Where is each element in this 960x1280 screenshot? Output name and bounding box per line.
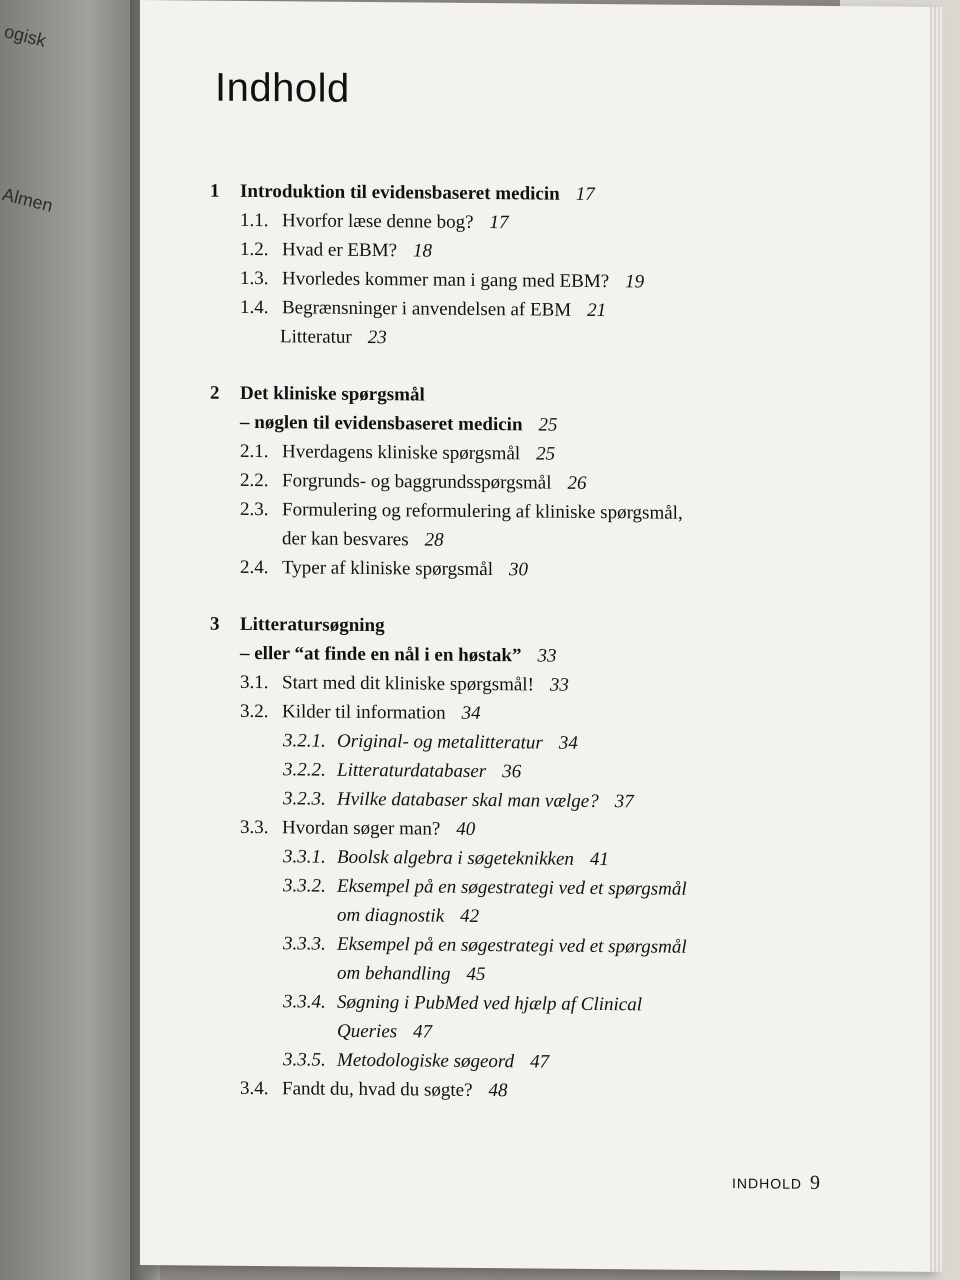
section-number: 3.2. (240, 700, 269, 723)
page-number: 9 (810, 1171, 821, 1194)
literature-label: Litteratur (280, 326, 352, 348)
page-reference: 23 (367, 326, 387, 349)
section-title: Hvorfor læse denne bog? (282, 210, 474, 233)
left-page-fragment: Almen (0, 184, 55, 216)
section-title: Søgning i PubMed ved hjælp af Clinical (337, 991, 643, 1016)
toc-entry (210, 987, 870, 1051)
running-head: INDHOLD (732, 1175, 803, 1192)
section-number: 3.2.2. (283, 759, 326, 781)
section-number: 3.2.1. (283, 730, 326, 752)
chapter-title: Litteratursøgning (240, 613, 385, 637)
section-title: Formulering og reformulering af kliniske spørgsmål, (282, 499, 683, 524)
toc-entry (210, 929, 870, 993)
section-number: 3.3. (240, 816, 269, 839)
toc-chapter (210, 177, 870, 357)
page-edges (930, 7, 944, 1272)
toc-chapter (210, 379, 870, 588)
section-title-continued: om behandling (337, 962, 451, 985)
page-reference: 40 (456, 818, 476, 840)
chapter-number: 1 (210, 180, 220, 202)
section-title: Litteraturdatabaser (337, 759, 487, 783)
page-reference: 47 (530, 1051, 550, 1073)
page-reference: 25 (536, 443, 556, 465)
section-title: Kilder til information (282, 701, 446, 724)
page-reference: 18 (413, 240, 433, 262)
section-number: 3.3.5. (283, 1049, 326, 1071)
page-footer (732, 1171, 820, 1195)
section-number: 1.4. (240, 296, 269, 319)
table-of-contents (210, 177, 870, 1137)
section-number: 1.3. (240, 267, 269, 290)
section-title: Start med dit kliniske spørgsmål! (282, 672, 534, 696)
page-reference: 34 (461, 702, 481, 724)
page-reference: 30 (508, 559, 528, 581)
section-number: 1.1. (240, 209, 269, 232)
section-title: Hvorledes kommer man i gang med EBM? (282, 268, 610, 293)
page-reference: 47 (413, 1021, 433, 1043)
chapter-title: Introduktion til evidensbaseret medicin (240, 180, 560, 205)
toc-entry (210, 553, 870, 588)
section-number: 2.3. (240, 498, 269, 521)
section-title-continued: om diagnostik (337, 904, 445, 927)
page-reference: 26 (567, 472, 587, 494)
section-title: Eksempel på en søgestrategi ved et spørgsmål (337, 875, 687, 900)
section-title: Eksempel på en søgestrategi ved et spørgsmål (337, 933, 687, 958)
section-number: 2.4. (240, 556, 269, 579)
page-reference: 36 (502, 761, 522, 783)
section-number: 3.3.4. (283, 991, 326, 1013)
page-reference: 33 (549, 674, 569, 696)
section-title: Boolsk algebra i søgeteknikken (337, 846, 574, 870)
section-title: Hverdagens kliniske spørgsmål (282, 441, 521, 465)
chapter-title: Det kliniske spørgsmål (240, 382, 425, 406)
chapter-number: 2 (210, 382, 220, 404)
section-number: 2.2. (240, 469, 269, 492)
section-number: 3.3.3. (283, 933, 326, 955)
page-reference: 45 (466, 963, 486, 986)
toc-entry (210, 495, 870, 559)
section-title: Begrænsninger i anvendelsen af EBM (282, 297, 572, 321)
left-page-fragment: ogisk (2, 21, 48, 51)
page-reference: 28 (424, 529, 444, 551)
page-reference: 21 (587, 299, 607, 322)
page-reference: 33 (537, 645, 557, 667)
toc-chapter (210, 610, 870, 1109)
section-number: 3.3.1. (283, 846, 326, 868)
page-reference: 17 (489, 212, 509, 234)
page-reference: 34 (558, 732, 578, 754)
page-reference: 25 (538, 414, 558, 436)
section-number: 3.3.2. (283, 875, 326, 897)
toc-entry (210, 871, 870, 935)
chapter-heading (210, 379, 870, 443)
toc-entry (210, 1074, 870, 1109)
section-title: Metodologiske søgeord (337, 1049, 515, 1073)
page-reference: 37 (614, 791, 634, 813)
page-reference: 48 (488, 1080, 508, 1102)
section-number: 3.2.3. (283, 788, 326, 810)
section-title: Hvad er EBM? (282, 239, 398, 262)
chapter-title: – eller “at finde en nål i en høstak” (240, 642, 522, 667)
page-title: Indhold (215, 65, 350, 111)
section-number: 3.1. (240, 671, 269, 694)
section-title-continued: Queries (337, 1020, 398, 1043)
chapter-title: – nøglen til evidensbaseret medicin (240, 411, 523, 436)
section-title: Typer af kliniske spørgsmål (282, 557, 493, 581)
section-title: Original- og metalitteratur (337, 730, 543, 754)
page-reference: 42 (460, 905, 480, 927)
page-reference: 41 (589, 848, 609, 871)
section-number: 1.2. (240, 238, 269, 261)
section-title: Hvordan søger man? (282, 817, 441, 840)
section-title: Forgrunds- og baggrundsspørgsmål (282, 470, 552, 494)
book-page (140, 0, 930, 1272)
chapter-heading (210, 610, 870, 674)
section-number: 3.4. (240, 1077, 269, 1100)
toc-entry-literature (210, 322, 870, 357)
section-title: Hvilke databaser skal man vælge? (337, 788, 599, 813)
chapter-number: 3 (210, 613, 220, 635)
section-number: 2.1. (240, 440, 269, 463)
section-title-continued: der kan besvares (282, 528, 409, 551)
section-title: Fandt du, hvad du søgte? (282, 1078, 473, 1101)
page-reference: 19 (625, 271, 645, 293)
page-reference: 17 (575, 183, 595, 205)
